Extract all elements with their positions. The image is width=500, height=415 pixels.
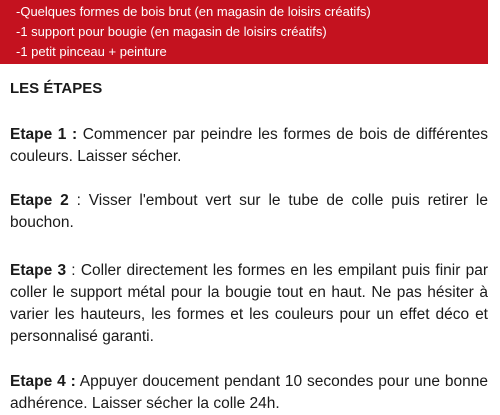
step-2-label: Etape 2 [10,192,69,209]
step-4 [10,371,488,415]
step-1 [10,124,488,168]
step-1-label: Etape 1 : [10,126,78,143]
step-3-text: : Coller directement les formes en les empilant puis finir par coller le support métal pour la bougie tout en haut. Ne pas hésiter à varier les hauteurs, les formes et les couleurs pour un effet déco et personnalisé garanti. [10,262,488,345]
steps-heading: LES ÉTAPES [10,80,103,97]
step-1-text: Commencer par peindre les formes de bois de différentes couleurs. Laisser sécher. [10,126,488,165]
step-4-text: Appuyer doucement pendant 10 secondes pour une bonne adhérence. Laisser sécher la colle 24h. [10,373,489,412]
step-2 [10,190,488,234]
step-2-text: : Visser l'embout vert sur le tube de colle puis retirer le bouchon. [10,192,488,231]
material-item: -Quelques formes de bois brut (en magasin de loisirs créatifs) [16,4,371,19]
materials-box [0,0,488,64]
step-3-label: Etape 3 [10,262,67,279]
material-item: -1 petit pinceau + peinture [16,44,167,59]
step-4-label: Etape 4 : [10,373,76,390]
material-item: -1 support pour bougie (en magasin de loisirs créatifs) [16,24,327,39]
step-3 [10,260,488,348]
